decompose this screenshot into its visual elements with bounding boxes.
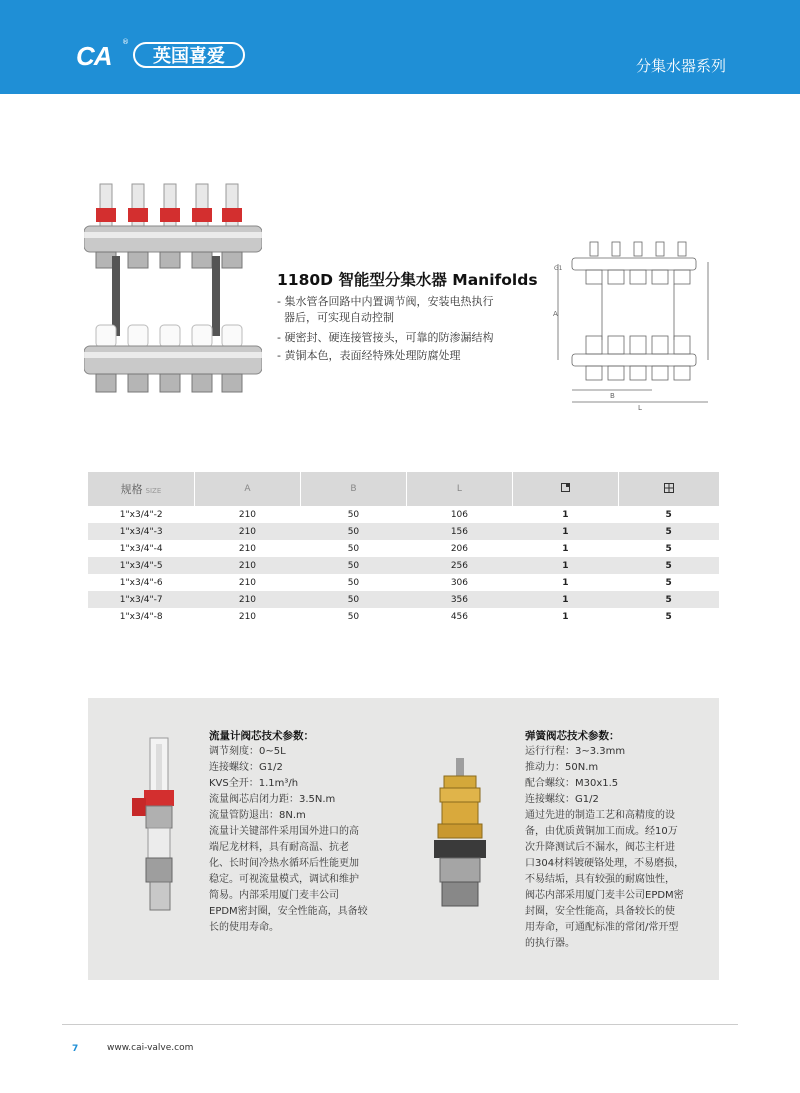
cell-l: 106	[450, 509, 468, 520]
table-row	[88, 608, 719, 625]
spec-line: 推动力：50N.m	[525, 762, 599, 773]
spec-line: 通过先进的制造工艺和高精度的设	[525, 810, 675, 821]
table-row	[88, 523, 719, 540]
manifold-photo	[84, 180, 262, 400]
cell-carton: 5	[665, 577, 672, 588]
tech-specs-panel	[88, 698, 719, 980]
spec-line: 流量计关键部件采用国外进口的高	[209, 826, 359, 837]
spec-line: 运行行程：3~3.3mm	[525, 746, 626, 757]
cell-size: 1"x3/4"-6	[119, 577, 163, 588]
page-number: 7	[72, 1044, 79, 1054]
cell-a: 210	[238, 509, 257, 520]
cell-l: 256	[406, 557, 512, 574]
cell-a: 210	[194, 523, 300, 540]
spec-line: 端尼龙材料，具有耐高温、抗老	[209, 842, 349, 853]
dim-label-b: B	[610, 392, 615, 400]
spec-line: 口304材料镀硬铬处理，不易磨损，	[525, 858, 685, 869]
cell-a: 210	[194, 557, 300, 574]
cell-box: 1	[562, 577, 569, 588]
dim-label-g: G1	[554, 265, 563, 272]
col-box	[512, 472, 618, 506]
cell-carton: 5	[618, 591, 719, 608]
cell-b: 50	[300, 591, 406, 608]
spec-line: 长的使用寿命。	[209, 922, 279, 933]
cell-a: 210	[238, 543, 257, 554]
cell-carton: 5	[618, 523, 719, 540]
footer-divider	[62, 1024, 738, 1025]
spec-line: 流量管防退出：8N.m	[209, 810, 306, 821]
cell-carton: 5	[665, 543, 672, 554]
cell-size: 1"x3/4"-2	[119, 509, 163, 520]
spring-valve-title: 弹簧阀芯技术参数：	[525, 730, 620, 742]
spec-line: 封圈，安全性能高，具备较长的使	[525, 906, 675, 917]
cell-box: 1	[512, 523, 618, 540]
col-carton	[618, 472, 719, 506]
cell-carton: 5	[665, 509, 672, 520]
spring-valve-specs	[525, 744, 705, 952]
brand-name-cn: 英国喜爱	[133, 42, 245, 68]
cell-l: 356	[406, 591, 512, 608]
feature-line: - 硬密封、硬连接管接头，可靠的防渗漏结构	[277, 331, 494, 344]
cell-b: 50	[300, 557, 406, 574]
cell-box: 1	[562, 509, 569, 520]
spec-line: 阀芯内部采用厦门麦丰公司EPDM密	[525, 890, 684, 901]
cell-box: 1	[562, 543, 569, 554]
cell-box: 1	[512, 591, 618, 608]
spec-line: 配合螺纹：M30x1.5	[525, 778, 619, 789]
feature-line: - 集水管各回路中内置调节阀，安装电热执行	[277, 295, 494, 308]
spec-line: 化、长时间冷热水循环后性能更加	[209, 858, 359, 869]
cell-size: 1"x3/4"-5	[88, 557, 194, 574]
cell-b: 50	[347, 611, 360, 622]
dim-label-a: A	[553, 310, 558, 318]
feature-line: - 黄铜本色，表面经特殊处理防腐处理	[277, 349, 461, 362]
cell-size: 1"x3/4"-4	[119, 543, 163, 554]
table-header-row	[88, 472, 719, 506]
table-row	[88, 574, 719, 591]
flow-meters	[96, 184, 242, 226]
table-row	[88, 591, 719, 608]
spec-line: 用寿命，可通配标准的常闭/常开型	[525, 922, 679, 933]
dimension-drawing	[552, 240, 712, 410]
flow-valve-image	[130, 736, 190, 914]
spec-line: 连接螺纹：G1/2	[525, 794, 599, 805]
cell-b: 50	[347, 577, 360, 588]
spring-valve-image	[432, 758, 488, 908]
cell-l: 456	[450, 611, 468, 622]
cell-b: 50	[300, 523, 406, 540]
cell-box: 1	[512, 557, 618, 574]
cell-size: 1"x3/4"-3	[88, 523, 194, 540]
size-label-cn: 规格	[120, 483, 143, 496]
spec-line: 连接螺纹：G1/2	[209, 762, 283, 773]
cell-carton: 5	[618, 557, 719, 574]
cell-size: 1"x3/4"-8	[119, 611, 163, 622]
cell-size: 1"x3/4"-7	[88, 591, 194, 608]
spec-line: 备，由优质黄铜加工而成。经10万	[525, 826, 678, 837]
col-b: B	[300, 472, 406, 506]
feature-line: 器后，可实现自动控制	[277, 311, 394, 324]
col-a: A	[194, 472, 300, 506]
cell-b: 50	[347, 543, 360, 554]
flow-valve-title: 流量计阀芯技术参数：	[209, 730, 314, 742]
spec-table	[88, 472, 719, 625]
cell-carton: 5	[665, 611, 672, 622]
col-l: L	[406, 472, 512, 506]
spec-line: 流量阀芯启闭力距：3.5N.m	[209, 794, 336, 805]
spec-line: 稳定。可视流量模式，调试和维护	[209, 874, 359, 885]
carton-icon	[664, 483, 674, 493]
cell-a: 210	[238, 577, 257, 588]
cell-l: 206	[450, 543, 468, 554]
table-row	[88, 506, 719, 523]
cell-b: 50	[347, 509, 360, 520]
header-bar	[0, 0, 800, 94]
cell-a: 210	[238, 611, 257, 622]
cell-l: 156	[406, 523, 512, 540]
spec-line: 调节刻度：0~5L	[209, 746, 286, 757]
size-label-en: SIZE	[145, 487, 162, 495]
brand-logo: CA	[76, 41, 112, 71]
cell-a: 210	[194, 591, 300, 608]
spec-line: 简易。内部采用厦门麦丰公司	[209, 890, 339, 901]
website-link[interactable]: www.cai-valve.com	[107, 1043, 194, 1053]
spec-line: EPDM密封圈，安全性能高，具备较	[209, 906, 368, 917]
series-title: 分集水器系列	[635, 57, 726, 75]
spec-line: 不易结垢，具有较强的耐腐蚀性，	[525, 874, 675, 885]
cell-box: 1	[562, 611, 569, 622]
product-title: 1180D 智能型分集水器 Manifolds	[277, 271, 538, 289]
registered-mark: ®	[122, 38, 129, 46]
spec-line: 的执行器。	[525, 938, 575, 949]
box-icon	[561, 483, 570, 492]
col-size	[88, 472, 194, 506]
dim-label-l: L	[638, 404, 642, 410]
table-row	[88, 540, 719, 557]
cell-l: 306	[450, 577, 468, 588]
flow-valve-specs	[209, 744, 389, 936]
table-row	[88, 557, 719, 574]
spec-line: KVS全开：1.1m³/h	[209, 778, 299, 789]
spec-line: 次升降测试后不漏水，阀芯主杆进	[525, 842, 675, 853]
